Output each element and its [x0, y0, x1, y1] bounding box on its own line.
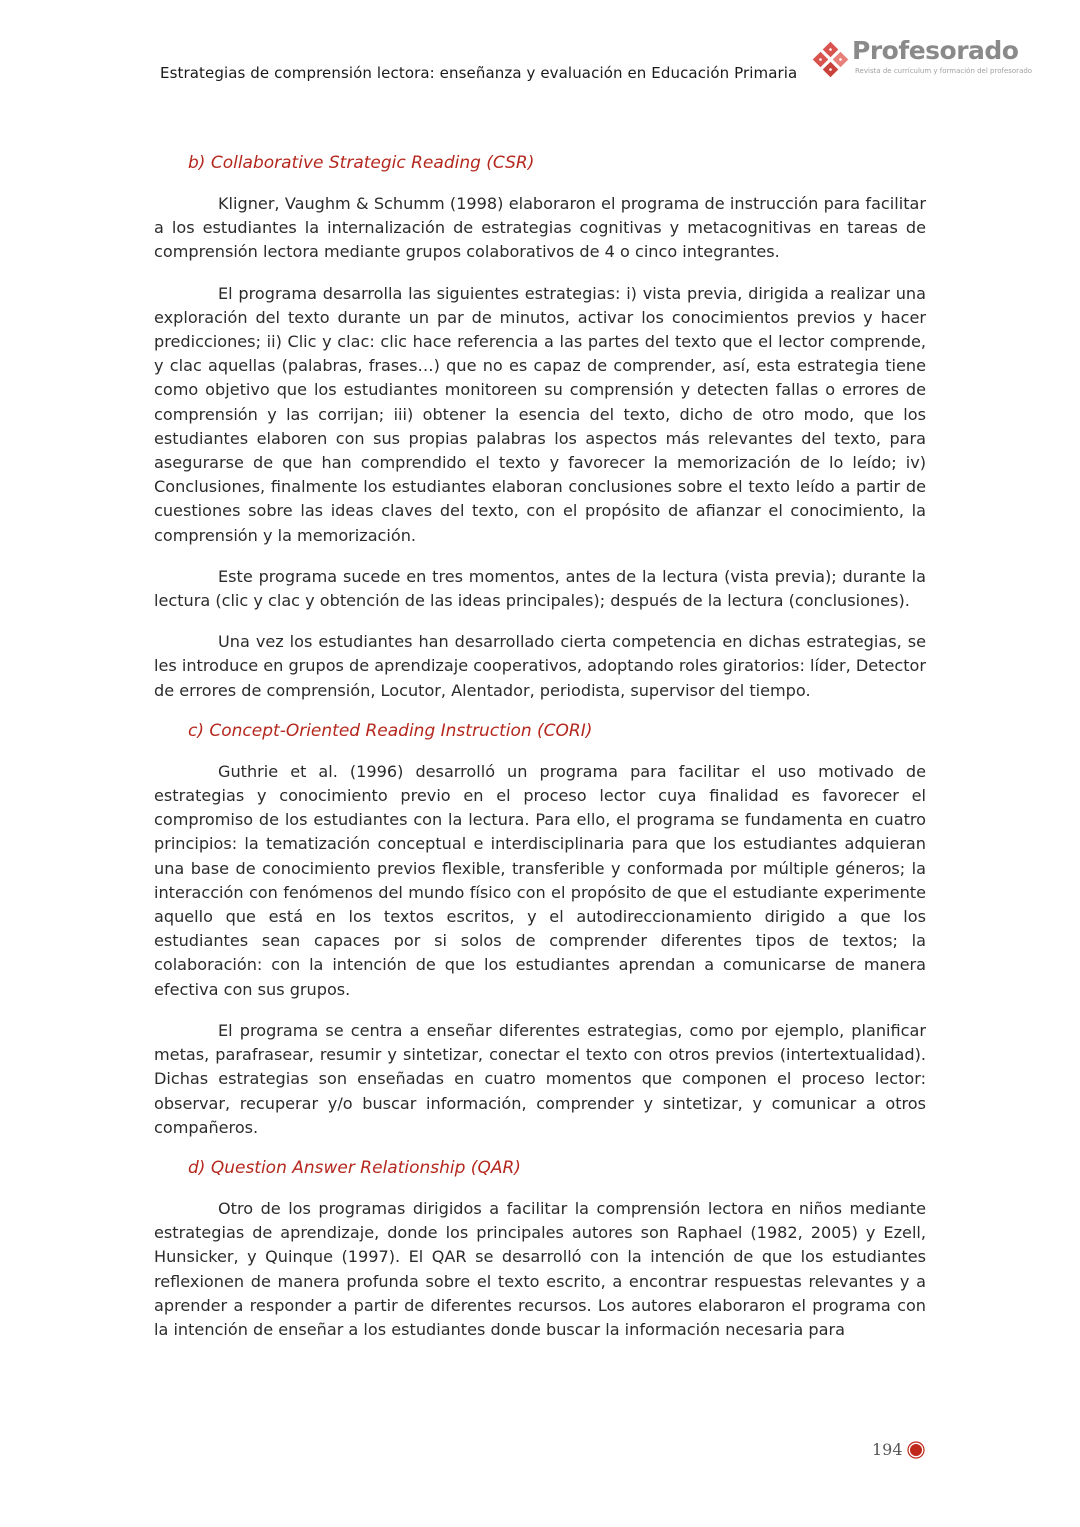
logo-mark-icon	[812, 42, 852, 82]
paragraph: Otro de los programas dirigidos a facilitar la comprensión lectora en niños mediante estrategias de aprendizaje, donde los principales autores son Raphael (1982, 2005) y Ezell, Hunsicker, y Quinque (1997). El QAR se desarrolló con la intención de que los estudiantes reflexionen de manera profunda sobre el texto escrito, a encontrar respuestas relevantes y a aprender a responder a partir de diferentes recursos. Los autores elaboraron el programa con la intención de enseñar a los estudiantes donde buscar la información necesaria para	[154, 1198, 926, 1339]
paragraph: Una vez los estudiantes han desarrollado cierta competencia en dichas estrategias, se les introduce en grupos de aprendizaje cooperativos, adoptando roles giratorios: líder, Detector de errores de comprensión, Locutor, Alentador, periodista, supervisor del tiempo.	[154, 632, 927, 700]
section-heading-csr: b) Collaborative Strategic Reading (CSR)	[188, 153, 535, 173]
article-body	[154, 150, 926, 1359]
section-heading-qar: d) Question Answer Relationship (QAR)	[188, 1157, 521, 1178]
paragraph: Guthrie et al. (1996) desarrolló un programa para facilitar el uso motivado de estrategias y conocimiento previo en el proceso lector cuya finalidad es favorecer el compromiso de los estudiantes con la lectura. Para ello, el programa se fundamenta en cuatro principios: la tematización conceptual e interdisciplinaria para que los estudiantes adquieran una base de conocimiento previos flexible, transferible y conformada por múltiple géneros; la interacción con fenómenos del mundo físico con el propósito de que el estudiante experimente aquello que está en los textos escritos, y el autodireccionamiento dirigido a que los estudiantes sean capaces por si solos de comprender diferentes tipos de textos; la colaboración: con la intención de que los estudiantes aprendan a comunicarse de manera efectiva con sus grupos.	[154, 761, 926, 999]
page-number: 194	[872, 1440, 903, 1459]
paragraph: Kligner, Vaughm & Schumm (1998) elaboraron el programa de instrucción para facilitar a los estudiantes la internalización de estrategias cognitivas y metacognitivas en tareas de comprensión lectora mediante grupos colaborativos de 4 o cinco integrantes.	[154, 194, 926, 262]
journal-logo	[812, 36, 1042, 84]
section-heading-cori: c) Concept-Oriented Reading Instruction (CORI)	[188, 720, 593, 741]
paragraph: El programa desarrolla las siguientes estrategias: i) vista previa, dirigida a realizar una exploración del texto durante un par de minutos, activar los conocimientos previos y hacer predicciones; ii) Clic y clac: clic hace referencia a las partes del texto que el lector comprende, y clac aquellas (palabras, frases…) que no es capaz de comprender, así, esta estrategia tiene como objetivo que los estudiantes monitoreen su comprensión y detecten fallas o errores de comprensión y las corrijan; iii) obtener la esencia del texto, dicho de otro modo, que los estudiantes elaboren con sus propias palabras los aspectos más relevantes del texto, para asegurarse de que han comprendido el texto y favorecer la memorización de lo leído; iv) Conclusiones, finalmente los estudiantes elaboran conclusiones sobre el texto leído a partir de cuestiones sobre las ideas claves del texto, con el propósito de afianzar el conocimiento, la comprensión y la memorización.	[154, 283, 926, 545]
logo-wordmark: Profesorado	[852, 36, 1019, 65]
paragraph: Este programa sucede en tres momentos, antes de la lectura (vista previa); durante la lectura (clic y clac y obtención de las ideas principales); después de la lectura (conclusiones).	[154, 566, 926, 611]
paragraph: El programa se centra a enseñar diferentes estrategias, como por ejemplo, planificar metas, parafrasear, resumir y sintetizar, conectar el texto con otros previos (intertextualidad). Dichas estrategias son enseñadas en cuatro momentos que componen el proceso lector: observar, recuperar y/o buscar información, comprender y sintetizar, y comunicar a otros compañeros.	[154, 1020, 926, 1137]
running-header-title: Estrategias de comprensión lectora: enseñanza y evaluación en Educación Primaria	[160, 64, 798, 82]
page-dot-icon	[907, 1441, 925, 1459]
logo-subtitle: Revista de currículum y formación del profesorado	[855, 67, 1033, 75]
